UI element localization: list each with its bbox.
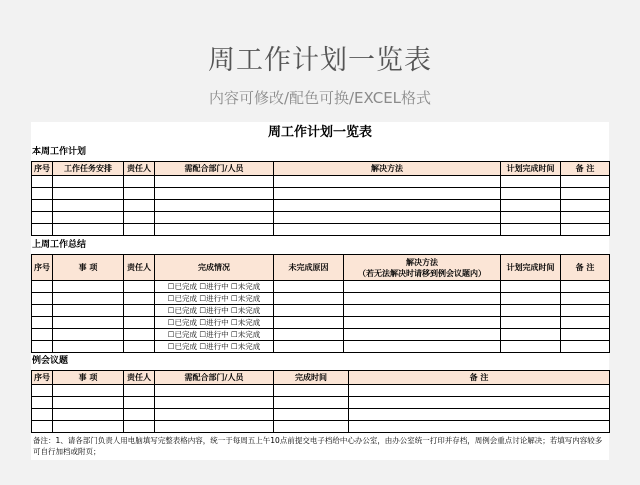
table-row [32, 329, 610, 341]
table-cell[interactable] [274, 317, 344, 329]
table-cell[interactable] [561, 305, 610, 317]
table-cell[interactable] [501, 329, 561, 341]
table-row [32, 188, 610, 200]
table-cell[interactable] [32, 188, 53, 200]
worksheet [31, 122, 609, 460]
table-row [32, 200, 610, 212]
table-cell[interactable] [155, 421, 274, 433]
col-header-remark: 备 注 [561, 162, 610, 176]
table-cell[interactable] [124, 176, 155, 188]
table-cell[interactable] [344, 305, 501, 317]
last-week-summary-table [31, 254, 610, 353]
table-cell[interactable] [124, 397, 155, 409]
table-cell[interactable] [501, 281, 561, 293]
status-options-cell[interactable] [155, 341, 274, 353]
table-cell[interactable] [32, 200, 53, 212]
table-cell[interactable] [155, 409, 274, 421]
footer-note: 备注：1、请各部门负责人用电脑填写完整表格内容，统一于每周五上午10点前提交电子档给中心办公室，由办公室统一打印并存档，周例会重点讨论解决；若填写内容较多可自行加档或附页； [33, 436, 603, 456]
col-header-solution: 解决方法 [274, 162, 501, 176]
table-cell[interactable] [124, 188, 155, 200]
table-cell[interactable] [32, 212, 53, 224]
table-cell[interactable] [561, 329, 610, 341]
table-cell[interactable] [32, 385, 53, 397]
col-header-remark: 备 注 [349, 371, 610, 385]
status-options-cell[interactable] [155, 329, 274, 341]
table-cell[interactable] [274, 397, 349, 409]
table-cell[interactable] [344, 317, 501, 329]
status-checkbox-group[interactable]: ☐已完成 ☐进行中 ☐未完成 [167, 342, 261, 351]
table-cell[interactable] [155, 224, 274, 236]
table-cell[interactable] [32, 293, 53, 305]
table-row [32, 397, 610, 409]
col-header-index: 序号 [32, 162, 53, 176]
col-header-due: 计划完成时间 [501, 255, 561, 281]
table-cell[interactable] [274, 409, 349, 421]
status-checkbox-group[interactable]: ☐已完成 ☐进行中 ☐未完成 [167, 318, 261, 327]
table-cell[interactable] [561, 224, 610, 236]
table-cell[interactable] [274, 281, 344, 293]
table-cell[interactable] [274, 224, 501, 236]
table-cell[interactable] [274, 188, 501, 200]
meeting-topics-table [31, 370, 610, 433]
table-cell[interactable] [561, 293, 610, 305]
status-checkbox-group[interactable]: ☐已完成 ☐进行中 ☐未完成 [167, 306, 261, 315]
table-cell[interactable] [349, 421, 610, 433]
col-header-index: 序号 [32, 255, 53, 281]
table-cell[interactable] [501, 176, 561, 188]
col-header-done-time: 完成时间 [274, 371, 349, 385]
table-cell[interactable] [124, 317, 155, 329]
table-cell[interactable] [501, 305, 561, 317]
table-cell[interactable] [53, 317, 124, 329]
col-header-item: 事 项 [53, 371, 124, 385]
this-week-plan-table [31, 161, 610, 236]
table-cell[interactable] [32, 329, 53, 341]
table-cell[interactable] [155, 176, 274, 188]
table-cell[interactable] [32, 421, 53, 433]
table-cell[interactable] [349, 409, 610, 421]
table-header-row [32, 371, 610, 385]
table-cell[interactable] [561, 212, 610, 224]
table-cell[interactable] [53, 200, 124, 212]
table-cell[interactable] [32, 317, 53, 329]
table-cell[interactable] [274, 341, 344, 353]
table-row [32, 317, 610, 329]
table-row [32, 409, 610, 421]
table-cell[interactable] [274, 176, 501, 188]
col-header-due: 计划完成时间 [501, 162, 561, 176]
table-cell[interactable] [561, 188, 610, 200]
table-cell[interactable] [53, 341, 124, 353]
status-checkbox-group[interactable]: ☐已完成 ☐进行中 ☐未完成 [167, 282, 261, 291]
section-label-this-week: 本周工作计划 [32, 147, 87, 157]
table-cell[interactable] [155, 212, 274, 224]
solution-header-line2: （若无法解决时请移到例会议题内） [358, 268, 486, 278]
table-cell[interactable] [32, 281, 53, 293]
table-cell[interactable] [501, 212, 561, 224]
table-cell[interactable] [155, 397, 274, 409]
table-cell[interactable] [124, 212, 155, 224]
table-cell[interactable] [32, 397, 53, 409]
table-cell[interactable] [32, 224, 53, 236]
col-header-remark: 备 注 [561, 255, 610, 281]
status-checkbox-group[interactable]: ☐已完成 ☐进行中 ☐未完成 [167, 330, 261, 339]
table-cell[interactable] [501, 317, 561, 329]
section-label-meeting: 例会议题 [32, 356, 69, 366]
table-cell[interactable] [32, 305, 53, 317]
table-cell[interactable] [561, 200, 610, 212]
table-cell[interactable] [274, 329, 344, 341]
table-row [32, 305, 610, 317]
table-cell[interactable] [344, 293, 501, 305]
status-options-cell[interactable] [155, 317, 274, 329]
table-cell[interactable] [53, 293, 124, 305]
table-row [32, 224, 610, 236]
status-options-cell[interactable] [155, 293, 274, 305]
col-header-owner: 责任人 [124, 255, 155, 281]
table-cell[interactable] [274, 212, 501, 224]
table-cell[interactable] [32, 176, 53, 188]
section-label-last-week: 上周工作总结 [32, 240, 87, 250]
col-header-owner: 责任人 [124, 162, 155, 176]
table-cell[interactable] [501, 341, 561, 353]
col-header-dept: 需配合部门/人员 [155, 371, 274, 385]
col-header-owner: 责任人 [124, 371, 155, 385]
table-cell[interactable] [124, 329, 155, 341]
table-row [32, 421, 610, 433]
col-header-reason: 未完成原因 [274, 255, 344, 281]
table-cell[interactable] [53, 397, 124, 409]
table-cell[interactable] [32, 341, 53, 353]
table-cell[interactable] [124, 385, 155, 397]
table-cell[interactable] [53, 385, 124, 397]
table-cell[interactable] [53, 421, 124, 433]
table-cell[interactable] [124, 305, 155, 317]
table-cell[interactable] [53, 224, 124, 236]
table-header-row [32, 162, 610, 176]
col-header-dept: 需配合部门/人员 [155, 162, 274, 176]
banner-title: 周工作计划一览表 [208, 45, 432, 76]
table-cell[interactable] [501, 293, 561, 305]
table-header-row [32, 255, 610, 281]
table-row [32, 341, 610, 353]
status-options-cell[interactable] [155, 281, 274, 293]
document-title: 周工作计划一览表 [267, 125, 372, 140]
table-cell[interactable] [32, 409, 53, 421]
table-row [32, 385, 610, 397]
table-cell[interactable] [124, 200, 155, 212]
table-cell[interactable] [124, 409, 155, 421]
table-cell[interactable] [344, 341, 501, 353]
solution-header-line1: 解决方法 [406, 257, 438, 267]
table-cell[interactable] [501, 188, 561, 200]
table-cell[interactable] [53, 212, 124, 224]
table-cell[interactable] [349, 385, 610, 397]
table-cell[interactable] [274, 305, 344, 317]
table-cell[interactable] [344, 281, 501, 293]
table-cell[interactable] [501, 200, 561, 212]
table-cell[interactable] [561, 341, 610, 353]
table-cell[interactable] [124, 293, 155, 305]
col-header-solution [344, 255, 501, 281]
table-cell[interactable] [53, 329, 124, 341]
table-row [32, 212, 610, 224]
table-cell[interactable] [501, 224, 561, 236]
table-cell[interactable] [53, 409, 124, 421]
col-header-index: 序号 [32, 371, 53, 385]
table-cell[interactable] [274, 200, 501, 212]
table-row [32, 281, 610, 293]
table-cell[interactable] [349, 397, 610, 409]
table-cell[interactable] [155, 188, 274, 200]
table-row [32, 176, 610, 188]
table-cell[interactable] [561, 281, 610, 293]
table-cell[interactable] [561, 317, 610, 329]
table-cell[interactable] [124, 281, 155, 293]
col-header-task: 工作任务安排 [53, 162, 124, 176]
table-cell[interactable] [53, 305, 124, 317]
table-cell[interactable] [561, 176, 610, 188]
table-row [32, 293, 610, 305]
table-cell[interactable] [155, 385, 274, 397]
table-cell[interactable] [274, 385, 349, 397]
table-cell[interactable] [53, 281, 124, 293]
status-checkbox-group[interactable]: ☐已完成 ☐进行中 ☐未完成 [167, 294, 261, 303]
table-cell[interactable] [53, 176, 124, 188]
table-cell[interactable] [53, 188, 124, 200]
col-header-item: 事 项 [53, 255, 124, 281]
table-cell[interactable] [155, 200, 274, 212]
table-cell[interactable] [274, 293, 344, 305]
table-cell[interactable] [124, 341, 155, 353]
table-cell[interactable] [344, 329, 501, 341]
table-cell[interactable] [124, 421, 155, 433]
table-cell[interactable] [124, 224, 155, 236]
status-options-cell[interactable] [155, 305, 274, 317]
col-header-status: 完成情况 [155, 255, 274, 281]
table-cell[interactable] [274, 421, 349, 433]
banner-subtitle: 内容可修改/配色可换/EXCEL格式 [208, 89, 432, 107]
